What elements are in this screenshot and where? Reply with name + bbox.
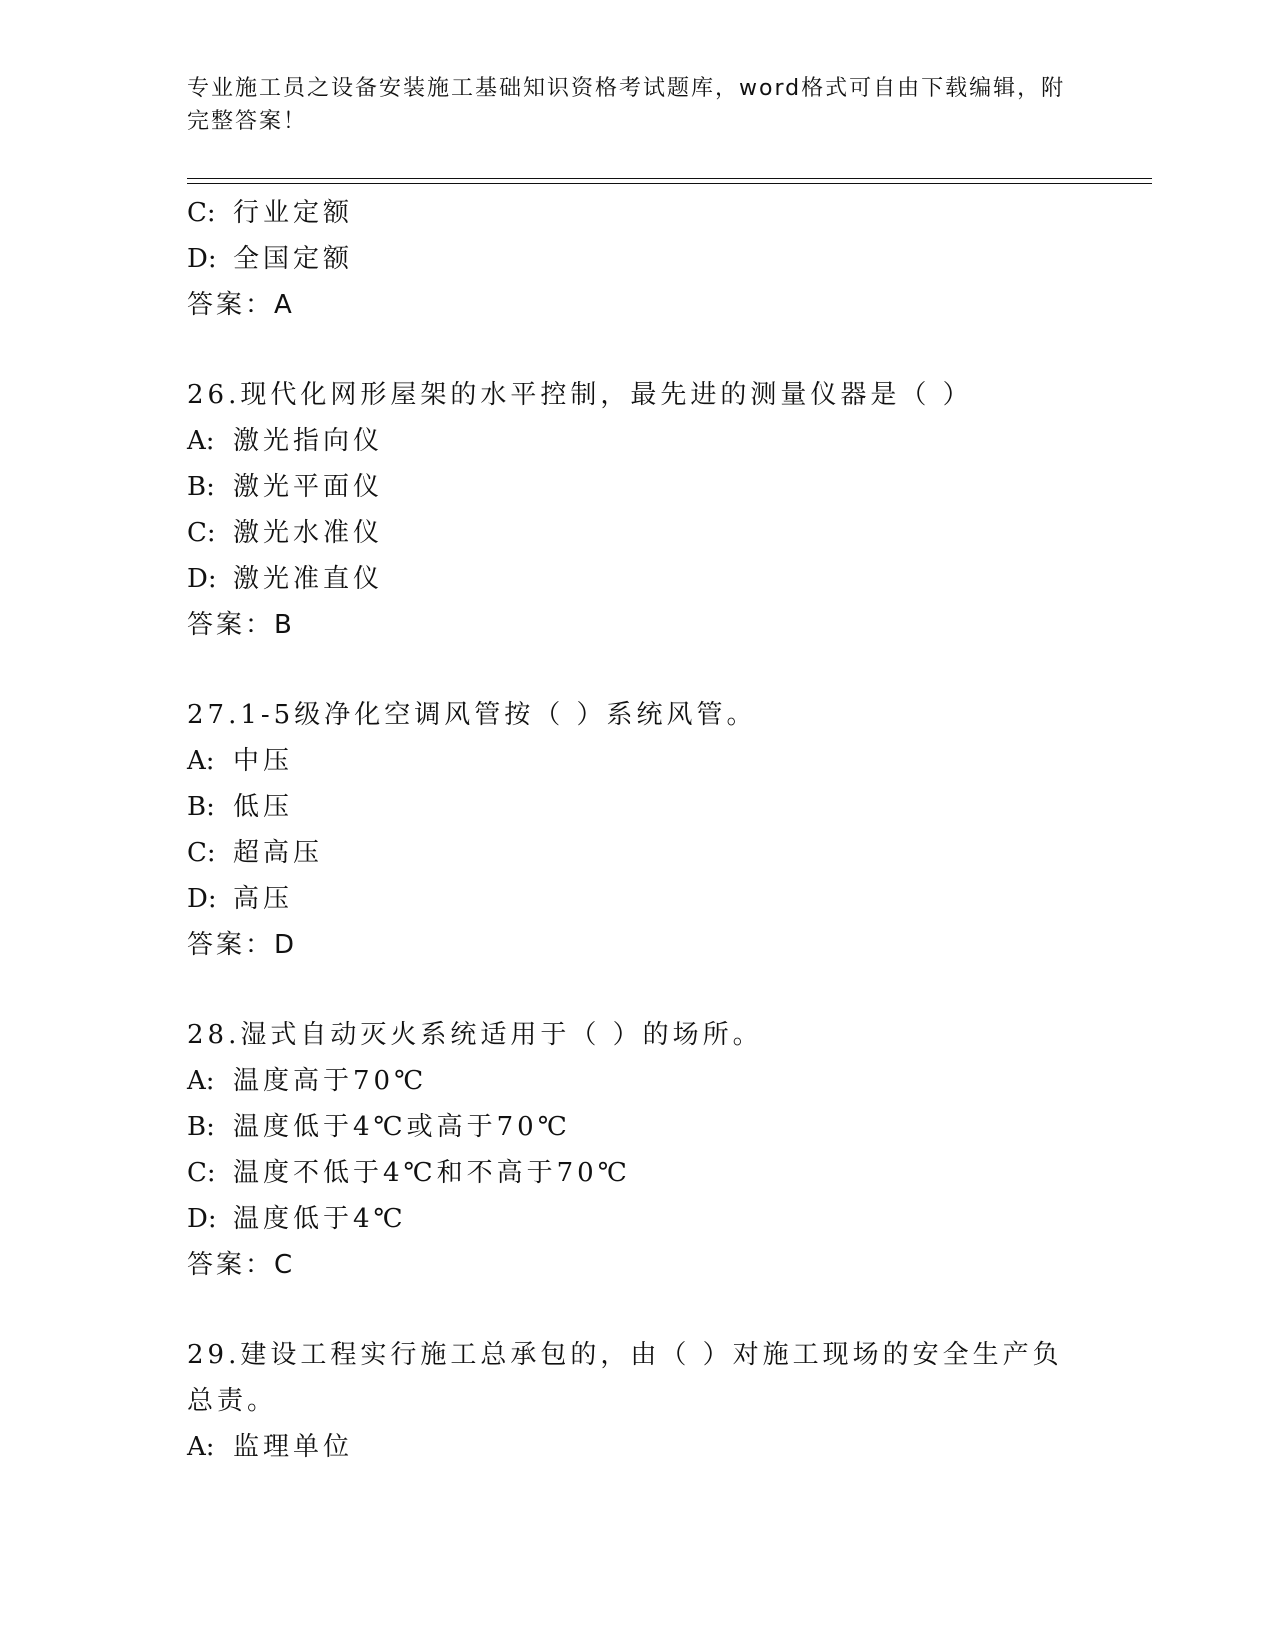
document-header: 专业施工员之设备安装施工基础知识资格考试题库，word格式可自由下载编辑，附完整答案！ <box>187 76 1066 134</box>
question-stem: 28.湿式自动灭火系统适用于（ ）的场所。 <box>187 1020 763 1050</box>
option-text: 温度低于4℃或高于70℃ <box>233 1112 571 1142</box>
option-text: 激光水准仪 <box>233 518 384 548</box>
option-a <box>187 418 1087 464</box>
option-c <box>187 830 1087 876</box>
question-stem: 26.现代化网形屋架的水平控制，最先进的测量仪器是（ ） <box>187 380 973 410</box>
option-letter: A: <box>187 1066 215 1096</box>
option-text: 低压 <box>233 792 294 822</box>
option-text: 温度不低于4℃和不高于70℃ <box>233 1158 631 1188</box>
question-stem: 29.建设工程实行施工总承包的，由（ ）对施工现场的安全生产负总责。 <box>187 1340 1063 1416</box>
option-text: 激光指向仪 <box>233 426 384 456</box>
option-letter: C: <box>187 1158 216 1188</box>
option-b <box>187 784 1087 830</box>
option-text: 监理单位 <box>233 1432 354 1462</box>
question-stem: 27.1-5级净化空调风管按（ ）系统风管。 <box>187 700 757 730</box>
option-text: 温度高于70℃ <box>233 1066 428 1096</box>
option-text: 全国定额 <box>233 244 354 274</box>
option-text: 行业定额 <box>233 198 354 228</box>
question-list <box>187 190 1087 1470</box>
option-b <box>187 464 1087 510</box>
answer-line: 答案：D <box>187 930 298 960</box>
option-letter: D: <box>187 564 217 594</box>
option-text: 超高压 <box>233 838 324 868</box>
option-text: 高压 <box>233 884 294 914</box>
option-text: 激光平面仪 <box>233 472 384 502</box>
option-letter: B: <box>187 792 215 822</box>
option-c <box>187 190 1087 236</box>
option-a <box>187 738 1087 784</box>
header-rule-top <box>187 178 1152 179</box>
option-letter: A: <box>187 1432 215 1462</box>
option-letter: B: <box>187 1112 215 1142</box>
option-d <box>187 1196 1087 1242</box>
option-letter: D: <box>187 884 217 914</box>
option-letter: B: <box>187 472 215 502</box>
answer-line: 答案：B <box>187 610 295 640</box>
header-rule-bottom <box>187 183 1152 184</box>
answer-line: 答案：C <box>187 1250 296 1280</box>
option-text: 温度低于4℃ <box>233 1204 407 1234</box>
option-letter: C: <box>187 518 216 548</box>
option-text: 激光准直仪 <box>233 564 384 594</box>
option-d <box>187 556 1087 602</box>
option-letter: A: <box>187 746 215 776</box>
option-a <box>187 1058 1087 1104</box>
option-b <box>187 1104 1087 1150</box>
option-d <box>187 876 1087 922</box>
option-letter: A: <box>187 426 215 456</box>
option-letter: D: <box>187 1204 217 1234</box>
option-c <box>187 1150 1087 1196</box>
option-a <box>187 1424 1087 1470</box>
option-text: 中压 <box>233 746 294 776</box>
option-letter: C: <box>187 838 216 868</box>
option-c <box>187 510 1087 556</box>
option-letter: C: <box>187 198 216 228</box>
answer-line: 答案：A <box>187 290 295 320</box>
option-d <box>187 236 1087 282</box>
option-letter: D: <box>187 244 217 274</box>
